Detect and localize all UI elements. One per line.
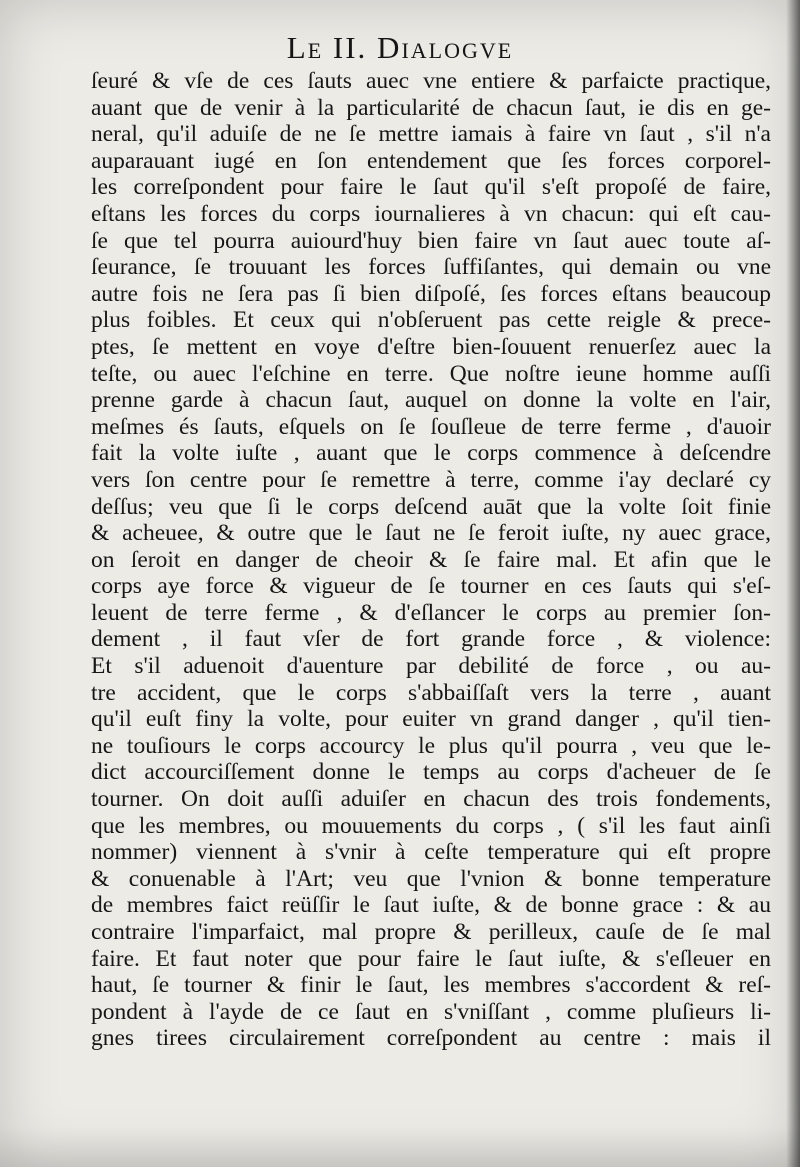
- text-line: ſeuré & vſe de ces ſauts auec vne entiere & parfaicte practique,: [91, 68, 771, 94]
- running-head: Le II. Dialogve: [286, 30, 514, 65]
- text-line: teſte, ou auec l'eſchine en terre. Que noſtre ieune homme auſſi: [91, 360, 771, 387]
- text-line: faire. Et faut noter que pour faire le ſaut iuſte, & s'eſleuer en: [91, 945, 771, 972]
- text-line: neral, qu'il aduiſe de ne ſe mettre iamais à faire vn ſaut , s'il n'a: [91, 121, 771, 148]
- text-line: haut, ſe tourner & finir le ſaut, les membres s'accordent & reſ-: [91, 972, 771, 999]
- text-line: vers ſon centre pour ſe remettre à terre, comme i'ay declaré cy: [91, 466, 771, 493]
- text-line: prenne garde à chacun ſaut, auquel on donne la volte en l'air,: [91, 387, 771, 414]
- text-line: que les membres, ou mouuements du corps , ( s'il les faut ainſi: [91, 812, 771, 839]
- text-line: qu'il euſt finy la volte, pour euiter vn grand danger , qu'il tien-: [91, 706, 771, 733]
- text-line: auparauant iugé en ſon entendement que ſes forces corporel-: [91, 147, 771, 174]
- text-line: on ſeroit en danger de cheoir & ſe faire mal. Et afin que le: [91, 546, 771, 573]
- text-line: nommer) viennent à s'vnir à ceſte temperature qui eſt propre: [91, 839, 771, 866]
- text-line: ne touſiours le corps accourcy le plus qu'il pourra , veu que le-: [91, 732, 771, 759]
- body-text: [91, 68, 771, 1052]
- text-line: tre accident, que le corps s'abbaiſſaſt vers la terre , auant: [91, 679, 771, 706]
- text-line: Et s'il aduenoit d'auenture par debilité de force , ou au-: [91, 653, 771, 680]
- text-line: eſtans les forces du corps iournalieres à vn chacun: qui eſt cau-: [91, 200, 771, 227]
- text-line: ſeurance, ſe trouuant les forces ſuffiſantes, qui demain ou vne: [91, 254, 771, 281]
- text-line: pondent à l'ayde de ce ſaut en s'vniſſant , comme pluſieurs li-: [91, 998, 771, 1025]
- text-line: de membres faict reüſſir le ſaut iuſte, & de bonne grace : & au: [91, 892, 771, 919]
- text-line: ptes, ſe mettent en voye d'eſtre bien-ſouuent renuerſez auec la: [91, 333, 771, 360]
- text-line: ſe que tel pourra auiourd'huy bien faire vn ſaut auec toute aſ-: [91, 227, 771, 254]
- text-line: les correſpondent pour faire le ſaut qu'il s'eſt propoſé de faire,: [91, 174, 771, 201]
- text-line: autre fois ne ſera pas ſi bien diſpoſé, ſes forces eſtans beaucoup: [91, 280, 771, 307]
- text-line: contraire l'imparfaict, mal propre & perilleux, cauſe de ſe mal: [91, 919, 771, 945]
- text-line: dement , il faut vſer de fort grande force , & violence:: [91, 626, 771, 653]
- text-line: dict accourciſſement donne le temps au corps d'acheuer de ſe: [91, 759, 771, 786]
- text-line: gnes tirees circulairement correſpondent au centre : mais il: [91, 1025, 771, 1052]
- page-edge-shadow: [786, 0, 800, 1167]
- text-line: leuent de terre ferme , & d'eſlancer le corps au premier ſon-: [91, 599, 771, 626]
- text-line: tourner. On doit auſſi aduiſer en chacun des trois fondements,: [91, 786, 771, 813]
- text-line: plus foibles. Et ceux qui n'obſeruent pas cette reigle & prece-: [91, 307, 771, 334]
- text-line: meſmes és ſauts, eſquels on ſe ſouſleue de terre ferme , d'auoir: [91, 413, 771, 440]
- text-line: corps aye force & vigueur de ſe tourner en ces ſauts qui s'eſ-: [91, 573, 771, 600]
- text-line: deſſus; veu que ſi le corps deſcend auāt que la volte ſoit finie: [91, 493, 771, 520]
- text-line: & conuenable à l'Art; veu que l'vnion & bonne temperature: [91, 865, 771, 892]
- page-bottom-shade: [0, 1127, 800, 1167]
- text-line: & acheuee, & outre que le ſaut ne ſe feroit iuſte, ny auec grace,: [91, 520, 771, 547]
- text-line: auant que de venir à la particularité de chacun ſaut, ie dis en ge-: [91, 94, 771, 121]
- text-line: fait la volte iuſte , auant que le corps commence à deſcendre: [91, 440, 771, 467]
